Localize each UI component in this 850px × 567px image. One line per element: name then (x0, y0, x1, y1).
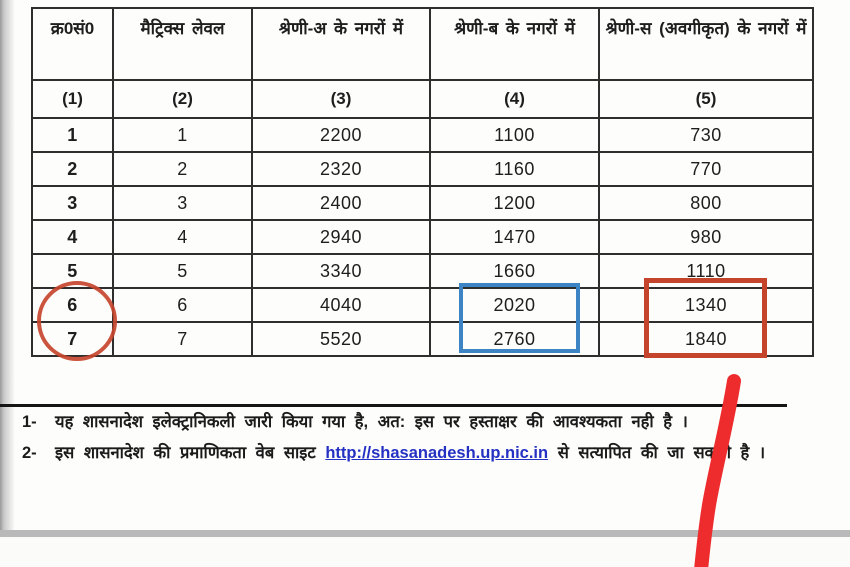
table-row (32, 118, 813, 152)
cell-level: 6 (113, 288, 252, 322)
note-2-text-before: इस शासनादेश की प्रमाणिकता वेब साइट (55, 444, 316, 462)
cell-sno: 1 (32, 118, 113, 152)
note-1-number: 1- (22, 413, 37, 431)
col-index-2: (2) (113, 80, 252, 118)
cell-cat-c: 800 (599, 186, 813, 220)
cell-sno: 4 (32, 220, 113, 254)
header-matrix-level: मैट्रिक्स लेवल (113, 8, 252, 80)
cell-sno: 5 (32, 254, 113, 288)
cell-cat-b: 2020 (430, 288, 599, 322)
header-category-b: श्रेणी-ब के नगरों में (430, 8, 599, 80)
cell-sno: 7 (32, 322, 113, 356)
cell-cat-a: 3340 (252, 254, 430, 288)
cell-cat-c: 770 (599, 152, 813, 186)
blue-box-annotation (459, 283, 580, 353)
cell-cat-b: 1660 (430, 254, 599, 288)
col-index-3: (3) (252, 80, 430, 118)
shasanadesh-link[interactable]: http://shasanadesh.up.nic.in (325, 444, 549, 462)
cell-cat-b: 2760 (430, 322, 599, 356)
header-serial: क्र0सं0 (32, 8, 113, 80)
bottom-gray-divider (0, 530, 850, 537)
note-2-number: 2- (22, 444, 37, 462)
page-edge-shadow (0, 0, 16, 567)
table-row (32, 220, 813, 254)
cell-level: 7 (113, 322, 252, 356)
cell-level: 2 (113, 152, 252, 186)
cell-cat-b: 1160 (430, 152, 599, 186)
col-index-5: (5) (599, 80, 813, 118)
header-category-c: श्रेणी-स (अवगीकृत) के नगरों में (599, 8, 813, 80)
red-circle-annotation (37, 281, 117, 361)
cell-cat-c: 730 (599, 118, 813, 152)
red-box-annotation (644, 278, 767, 358)
note-1 (22, 409, 822, 432)
col-index-1: (1) (32, 80, 113, 118)
cell-cat-c: 1110 (599, 254, 813, 288)
header-category-a: श्रेणी-अ के नगरों में (252, 8, 430, 80)
note-1-text: यह शासनादेश इलेक्ट्रानिकली जारी किया गया है, अत: इस पर हस्ताक्षर की आवश्यकता नही है । (55, 413, 688, 431)
cell-cat-a: 2940 (252, 220, 430, 254)
note-2-text-after: से सत्यापित की जा सकती है । (557, 444, 766, 462)
cell-level: 3 (113, 186, 252, 220)
divider-line (0, 404, 787, 407)
cell-cat-a: 2400 (252, 186, 430, 220)
below-divider-area (0, 537, 850, 567)
cell-cat-c: 1840 (599, 322, 813, 356)
table-header-row (32, 8, 813, 80)
cell-cat-a: 4040 (252, 288, 430, 322)
table-row (32, 152, 813, 186)
cell-cat-a: 2200 (252, 118, 430, 152)
cell-sno: 3 (32, 186, 113, 220)
cell-cat-a: 2320 (252, 152, 430, 186)
note-2 (22, 440, 822, 463)
cell-cat-b: 1100 (430, 118, 599, 152)
col-index-4: (4) (430, 80, 599, 118)
cell-cat-b: 1200 (430, 186, 599, 220)
cell-cat-c: 1340 (599, 288, 813, 322)
column-index-row (32, 80, 813, 118)
cell-level: 1 (113, 118, 252, 152)
cell-level: 5 (113, 254, 252, 288)
table-row (32, 186, 813, 220)
cell-sno: 2 (32, 152, 113, 186)
cell-cat-a: 5520 (252, 322, 430, 356)
cell-cat-b: 1470 (430, 220, 599, 254)
cell-sno: 6 (32, 288, 113, 322)
cell-cat-c: 980 (599, 220, 813, 254)
cell-level: 4 (113, 220, 252, 254)
